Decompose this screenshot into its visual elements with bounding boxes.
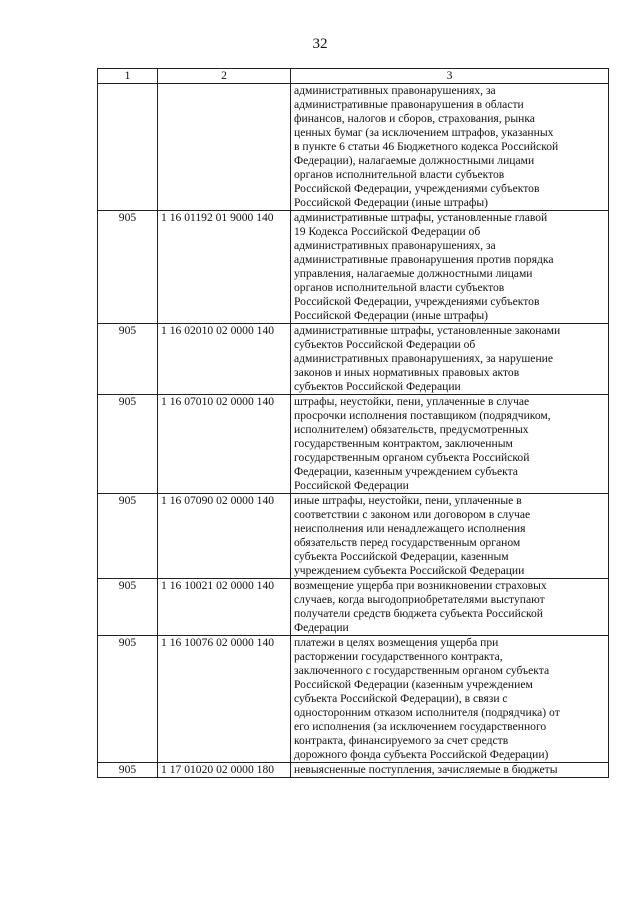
description-line: односторонним отказом исполнителя (подрядчика) от — [294, 706, 560, 719]
table-row — [98, 324, 609, 395]
budget-code-cell: 1 16 07090 02 0000 140 — [158, 494, 291, 579]
description-line: административные правонарушения в области — [294, 98, 524, 111]
description-line: Российской Федерации (иные штрафы) — [294, 309, 489, 322]
description-line: учреждением субъекта Российской Федерации — [294, 564, 525, 577]
header-col-2: 2 — [158, 69, 291, 84]
table-row — [98, 579, 609, 636]
description-line: 19 Кодекса Российской Федерации об — [294, 225, 481, 238]
description-line: субъектов Российской Федерации об — [294, 338, 476, 351]
page-number: 32 — [312, 36, 328, 52]
description-cell — [291, 636, 609, 763]
description-line: Российской Федерации (казенным учреждением — [294, 678, 533, 691]
description-line: административные правонарушения против порядка — [294, 253, 554, 266]
description-line: расторжении государственного контракта, — [294, 650, 503, 663]
description-line: платежи в целях возмещения ущерба при — [294, 636, 499, 649]
description-line: Российской Федерации (иные штрафы) — [294, 196, 489, 209]
description-line: получатели средств бюджета субъекта Российской — [294, 607, 544, 620]
description-cell — [291, 84, 609, 211]
description-line: Федерации), налагаемые должностными лицами — [294, 154, 535, 167]
description-line: невыясненные поступления, зачисляемые в бюджеты — [294, 763, 558, 776]
description-cell — [291, 324, 609, 395]
description-line: государственным органом субъекта Российской — [294, 451, 530, 464]
admin-code-cell: 905 — [98, 579, 158, 636]
description-line: административных правонарушениях, за — [294, 239, 496, 252]
table-row — [98, 211, 609, 324]
table-row — [98, 763, 609, 778]
description-line: в пункте 6 статьи 46 Бюджетного кодекса Российской — [294, 140, 559, 153]
description-line: административных правонарушениях, за — [294, 84, 496, 97]
description-line: соответствии с законом или договором в случае — [294, 508, 531, 521]
description-line: законов и иных нормативных правовых актов — [294, 366, 520, 379]
admin-code-cell: 905 — [98, 211, 158, 324]
budget-classification-table — [97, 68, 609, 778]
description-line: административных правонарушениях, за нарушение — [294, 352, 554, 365]
description-line: неисполнения или ненадлежащего исполнения — [294, 522, 526, 535]
admin-code-cell — [98, 84, 158, 211]
description-line: финансов, налогов и сборов, страхования, рынка — [294, 112, 535, 125]
description-line: органов исполнительной власти субъектов — [294, 168, 505, 181]
table-header-row — [98, 69, 609, 84]
table-row — [98, 84, 609, 211]
description-line: заключенного с государственным органом субъекта — [294, 664, 550, 677]
description-cell — [291, 494, 609, 579]
description-line: субъекта Российской Федерации, казенным — [294, 550, 509, 563]
budget-code-cell: 1 17 01020 02 0000 180 — [158, 763, 291, 778]
header-col-1: 1 — [98, 69, 158, 84]
admin-code-cell: 905 — [98, 324, 158, 395]
description-line: ценных бумаг (за исключением штрафов, указанных — [294, 126, 554, 139]
description-line: управления, налагаемые должностными лицами — [294, 267, 533, 280]
description-line: контракта, финансируемого за счет средств — [294, 734, 509, 747]
description-line: исполнителем) обязательств, предусмотренных — [294, 423, 529, 436]
description-cell — [291, 763, 609, 778]
budget-code-cell: 1 16 10021 02 0000 140 — [158, 579, 291, 636]
admin-code-cell: 905 — [98, 395, 158, 494]
description-line: штрафы, неустойки, пени, уплаченные в случае — [294, 395, 530, 408]
description-line: Российской Федерации, учреждениями субъектов — [294, 295, 540, 308]
budget-code-cell: 1 16 01192 01 9000 140 — [158, 211, 291, 324]
description-line: дорожного фонда субъекта Российской Федерации) — [294, 748, 549, 761]
admin-code-cell: 905 — [98, 494, 158, 579]
budget-code-cell: 1 16 10076 02 0000 140 — [158, 636, 291, 763]
description-line: Федерации, казенным учреждением субъекта — [294, 465, 518, 478]
description-line: административные штрафы, установленные главой — [294, 211, 548, 224]
description-line: Российской Федерации — [294, 479, 409, 492]
table-row — [98, 636, 609, 763]
description-line: государственным контрактом, заключенным — [294, 437, 513, 450]
admin-code-cell: 905 — [98, 763, 158, 778]
budget-code-cell: 1 16 07010 02 0000 140 — [158, 395, 291, 494]
description-line: административные штрафы, установленные законами — [294, 324, 561, 337]
description-line: Российской Федерации, учреждениями субъектов — [294, 182, 540, 195]
description-line: Федерации — [294, 621, 349, 634]
description-line: субъекта Российской Федерации), в связи с — [294, 692, 508, 705]
description-line: его исполнения (за исключением государственного — [294, 720, 547, 733]
table-row — [98, 494, 609, 579]
description-line: органов исполнительной власти субъектов — [294, 281, 505, 294]
description-cell — [291, 579, 609, 636]
budget-code-cell: 1 16 02010 02 0000 140 — [158, 324, 291, 395]
admin-code-cell: 905 — [98, 636, 158, 763]
description-cell — [291, 211, 609, 324]
budget-code-cell — [158, 84, 291, 211]
header-col-3: 3 — [291, 69, 609, 84]
description-line: обязательств перед государственным органом — [294, 536, 521, 549]
table-row — [98, 395, 609, 494]
description-cell — [291, 395, 609, 494]
description-line: возмещение ущерба при возникновении страховых — [294, 579, 547, 592]
description-line: просрочки исполнения поставщиком (подрядчиком, — [294, 409, 551, 422]
description-line: иные штрафы, неустойки, пени, уплаченные в — [294, 494, 522, 507]
description-line: случаев, когда выгодоприобретателями выступают — [294, 593, 545, 606]
description-line: субъектов Российской Федерации — [294, 380, 461, 393]
